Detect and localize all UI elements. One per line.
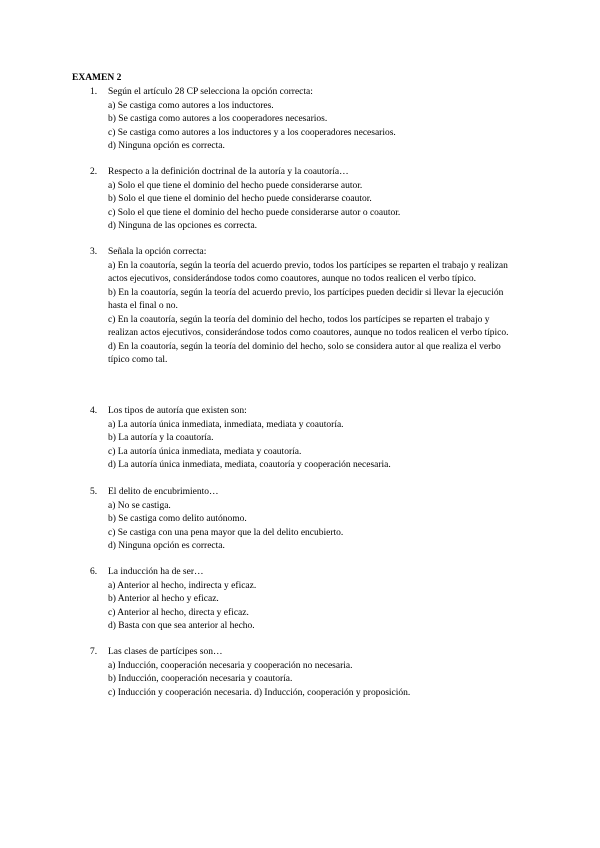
question-header: [90, 86, 520, 100]
option-c: c) La autoría única inmediata, mediata y coautoría.: [108, 446, 302, 457]
question-header: [90, 246, 520, 260]
question-4: [90, 405, 520, 473]
question-header: [90, 566, 520, 580]
question-number: 3.: [90, 247, 98, 257]
option-b: b) Se castiga como delito autónomo.: [108, 514, 247, 524]
question-number: 4.: [90, 406, 98, 416]
option-b: b) Inducción, cooperación necesaria y coautoría.: [108, 674, 293, 684]
question-header: [90, 166, 520, 180]
option-a: a) Inducción, cooperación necesaria y cooperación no necesaria.: [108, 660, 353, 671]
option-d: d) Basta con que sea anterior al hecho.: [108, 621, 255, 631]
question-text: Las clases de partícipes son…: [108, 647, 223, 657]
question-3: [90, 246, 520, 368]
question-7: [90, 646, 520, 700]
option-c: c) Se castiga con una pena mayor que la del delito encubierto.: [108, 527, 344, 538]
question-text: Según el artículo 28 CP selecciona la opción correcta:: [108, 87, 313, 97]
question-6: [90, 566, 520, 634]
option-d: d) Ninguna opción es correcta.: [108, 541, 225, 551]
question-text: El delito de encubrimiento…: [108, 487, 219, 497]
question-number: 2.: [90, 167, 98, 177]
option-d: d) Ninguna de las opciones es correcta.: [108, 221, 258, 231]
option-a: a) La autoría única inmediata, inmediata, mediata y coautoría.: [108, 419, 344, 430]
option-c: c) En la coautoría, según la teoría del dominio del hecho, todos los partícipes se reparten el trabajo y realizan actos ejecutivos, considerándose todos como coautores, aunque no todos realicen el verbo típico.: [108, 314, 509, 338]
option-a: a) Anterior al hecho, indirecta y eficaz.: [108, 580, 257, 591]
question-text: Respecto a la definición doctrinal de la autoría y la coautoría…: [108, 167, 349, 177]
option-c: c) Anterior al hecho, directa y eficaz.: [108, 607, 249, 618]
option-d: d) La autoría única inmediata, mediata, coautoría y cooperación necesaria.: [108, 460, 391, 470]
question-header: [90, 486, 520, 500]
question-number: 5.: [90, 487, 98, 497]
question-text: Señala la opción correcta:: [108, 247, 207, 257]
option-a: a) Solo el que tiene el dominio del hecho puede considerarse autor.: [108, 180, 363, 191]
question-number: 6.: [90, 567, 98, 577]
option-c: c) Inducción y cooperación necesaria. d) Inducción, cooperación y proposición.: [108, 687, 411, 698]
option-b: b) Solo el que tiene el dominio del hecho puede considerarse coautor.: [108, 194, 372, 204]
option-c: c) Se castiga como autores a los inductores y a los cooperadores necesarios.: [108, 127, 396, 138]
question-number: 7.: [90, 647, 98, 657]
question-number: 1.: [90, 87, 98, 97]
option-c: c) Solo el que tiene el dominio del hecho puede considerarse autor o coautor.: [108, 207, 401, 218]
option-a: a) No se castiga.: [108, 500, 171, 511]
option-b: b) En la coautoría, según la teoría del acuerdo previo, los partícipes pueden decidir si llevar la ejecución hasta el final o no.: [108, 287, 504, 311]
option-a: a) Se castiga como autores a los inductores.: [108, 100, 274, 111]
exam-title: EXAMEN 2: [72, 73, 122, 83]
question-2: [90, 166, 520, 234]
option-b: b) Anterior al hecho y eficaz.: [108, 594, 219, 604]
question-1: [90, 86, 520, 154]
option-a: a) En la coautoría, según la teoría del acuerdo previo, todos los partícipes se reparten el trabajo y realizan actos ejecutivos, considerándose todos como coautores, aunque no todos realicen el verbo típico.: [108, 260, 508, 284]
option-b: b) La autoría y la coautoría.: [108, 433, 214, 443]
question-text: La inducción ha de ser…: [108, 567, 204, 577]
question-header: [90, 405, 520, 419]
option-d: d) En la coautoría, según la teoría del dominio del hecho, solo se considera autor al que realiza el verbo típico como tal.: [108, 341, 501, 365]
question-text: Los tipos de autoría que existen son:: [108, 406, 247, 416]
option-b: b) Se castiga como autores a los cooperadores necesarios.: [108, 114, 328, 124]
question-header: [90, 646, 520, 660]
option-d: d) Ninguna opción es correcta.: [108, 141, 225, 151]
question-5: [90, 486, 520, 554]
